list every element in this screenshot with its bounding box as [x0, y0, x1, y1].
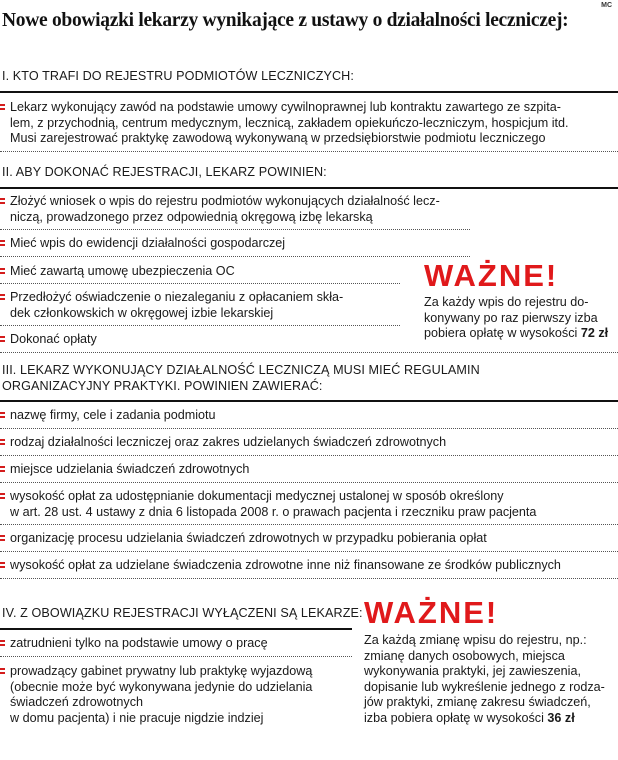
bullet-icon — [0, 562, 5, 568]
divider — [0, 283, 400, 284]
bullet-icon — [0, 198, 5, 204]
item-line: Musi zarejestrować praktykę zawodową wykonywaną w przedsiębiorstwie podmiotu leczniczego — [10, 131, 546, 145]
list-item — [0, 100, 618, 147]
important-note — [364, 633, 616, 727]
list-item — [0, 531, 618, 547]
item-line: prowadzący gabinet prywatny lub praktykę wyjazdową — [10, 664, 313, 678]
section-4-heading: IV. Z OBOWIĄZKU REJESTRACJI WYŁĄCZENI SĄ LEKARZE: — [2, 606, 363, 620]
note-line: izba pobiera opłatę w wysokości 36 zł — [364, 710, 575, 725]
important-label: WAŻNE! — [364, 595, 499, 630]
heading-line: III. LEKARZ WYKONUJĄCY DZIAŁALNOŚĆ LECZNICZĄ MUSI MIEĆ REGULAMIN — [2, 363, 480, 377]
section-1-heading: I. KTO TRAFI DO REJESTRU PODMIOTÓW LECZNICZYCH: — [2, 69, 354, 83]
bullet-icon — [0, 268, 5, 274]
divider — [0, 578, 618, 579]
heading-line: ORGANIZACYJNY PRAKTYKI. POWINIEN ZAWIERAĆ: — [2, 379, 323, 393]
list-item — [0, 264, 410, 280]
item-line: Przedłożyć oświadczenie o niezaleganiu z opłacaniem skła- — [10, 290, 344, 304]
list-item — [0, 489, 618, 520]
item-line: Mieć wpis do ewidencji działalności gospodarczej — [10, 236, 286, 250]
bullet-icon — [0, 412, 5, 418]
divider — [0, 352, 618, 353]
bullet-icon — [0, 336, 5, 342]
item-line: wysokość opłat za udzielane świadczenia zdrowotne inne niż finansowane ze środków publicznych — [10, 558, 561, 572]
list-item — [0, 462, 618, 478]
note-line: dopisanie lub wykreślenie jednego z rodza- — [364, 679, 605, 694]
item-line: wysokość opłat za udostępnianie dokumentacji medycznej ustalonej w sposób określony — [10, 489, 504, 503]
list-item — [0, 408, 618, 424]
item-line: Lekarz wykonujący zawód na podstawie umowy cywilnoprawnej lub kontraktu zawartego ze szpita- — [10, 100, 561, 114]
item-line: świadczeń zdrowotnych — [10, 695, 143, 709]
note-line: pobiera opłatę w wysokości 72 zł — [424, 326, 609, 341]
list-item — [0, 194, 480, 225]
item-line: Mieć zawartą umowę ubezpieczenia OC — [10, 264, 235, 278]
section-2-rule — [0, 187, 618, 189]
item-line: w art. 28 ust. 4 ustawy z dnia 6 listopada 2008 r. o prawach pacjenta i rzeczniku praw pacjenta — [10, 504, 537, 519]
page-title: Nowe obowiązki lekarzy wynikające z ustawy o działalności leczniczej: — [2, 10, 569, 31]
divider — [0, 256, 470, 257]
section-1-rule — [0, 91, 618, 93]
item-line: zatrudnieni tylko na podstawie umowy o pracę — [10, 636, 268, 650]
divider — [0, 428, 618, 429]
note-line: wykonywania praktyki, jej zawieszenia, — [364, 664, 581, 679]
item-line: Złożyć wniosek o wpis do rejestru podmiotów wykonujących działalność lecz- — [10, 194, 440, 208]
item-line: organizację procesu udzielania świadczeń zdrowotnych w przypadku pobierania opłat — [10, 531, 487, 545]
section-3-heading — [2, 362, 480, 394]
note-line: Za każdy wpis do rejestru do- — [424, 295, 589, 309]
item-line: (obecnie może być wykonywana jedynie do udzielania — [10, 679, 313, 694]
item-line: dek członkowskich w okręgowej izbie lekarskiej — [10, 305, 274, 320]
note-line: jów praktyki, zmianę zakresu świadczeń, — [364, 695, 591, 710]
bullet-icon — [0, 240, 5, 246]
bullet-icon — [0, 668, 5, 674]
note-line: zmianę danych osobowych, miejsca — [364, 648, 565, 663]
section-2-heading: II. ABY DOKONAĆ REJESTRACJI, LEKARZ POWINIEN: — [2, 165, 327, 179]
divider — [0, 229, 470, 230]
note-line: konywany po raz pierwszy izba — [424, 310, 598, 325]
bullet-icon — [0, 466, 5, 472]
bullet-icon — [0, 535, 5, 541]
bullet-icon — [0, 439, 5, 445]
item-line: Dokonać opłaty — [10, 332, 97, 346]
list-item — [0, 636, 360, 652]
bullet-icon — [0, 104, 5, 110]
divider — [0, 524, 618, 525]
important-note — [424, 295, 616, 342]
list-item — [0, 236, 480, 252]
section-3-rule — [0, 400, 618, 402]
divider — [0, 656, 352, 657]
important-label: WAŻNE! — [424, 258, 559, 293]
list-item — [0, 332, 410, 348]
item-line: rodzaj działalności leczniczej oraz zakres udzielanych świadczeń zdrowotnych — [10, 435, 447, 449]
divider — [0, 151, 618, 152]
note-line: Za każdą zmianę wpisu do rejestru, np.: — [364, 633, 587, 647]
section-4-rule — [0, 628, 352, 630]
bullet-icon — [0, 294, 5, 300]
item-line: miejsce udzielania świadczeń zdrowotnych — [10, 462, 250, 476]
divider — [0, 551, 618, 552]
item-line: lem, z przychodnią, centrum medycznym, lecznicą, zakładem opiekuńczo-leczniczym, hospicjum itd. — [10, 115, 569, 130]
bullet-icon — [0, 640, 5, 646]
item-line: w domu pacjenta) i nie pracuje nigdzie indziej — [10, 710, 264, 725]
divider — [0, 482, 618, 483]
fee-amount: 36 zł — [547, 710, 575, 725]
divider — [0, 325, 400, 326]
list-item — [0, 435, 618, 451]
item-line: nazwę firmy, cele i zadania podmiotu — [10, 408, 216, 422]
credit: MC — [601, 2, 612, 9]
list-item — [0, 664, 360, 726]
bullet-icon — [0, 493, 5, 499]
fee-amount: 72 zł — [580, 326, 609, 341]
list-item — [0, 558, 618, 574]
divider — [0, 455, 618, 456]
item-line: niczą, prowadzonego przez odpowiednią okręgową izbę lekarską — [10, 209, 373, 224]
list-item — [0, 290, 410, 321]
